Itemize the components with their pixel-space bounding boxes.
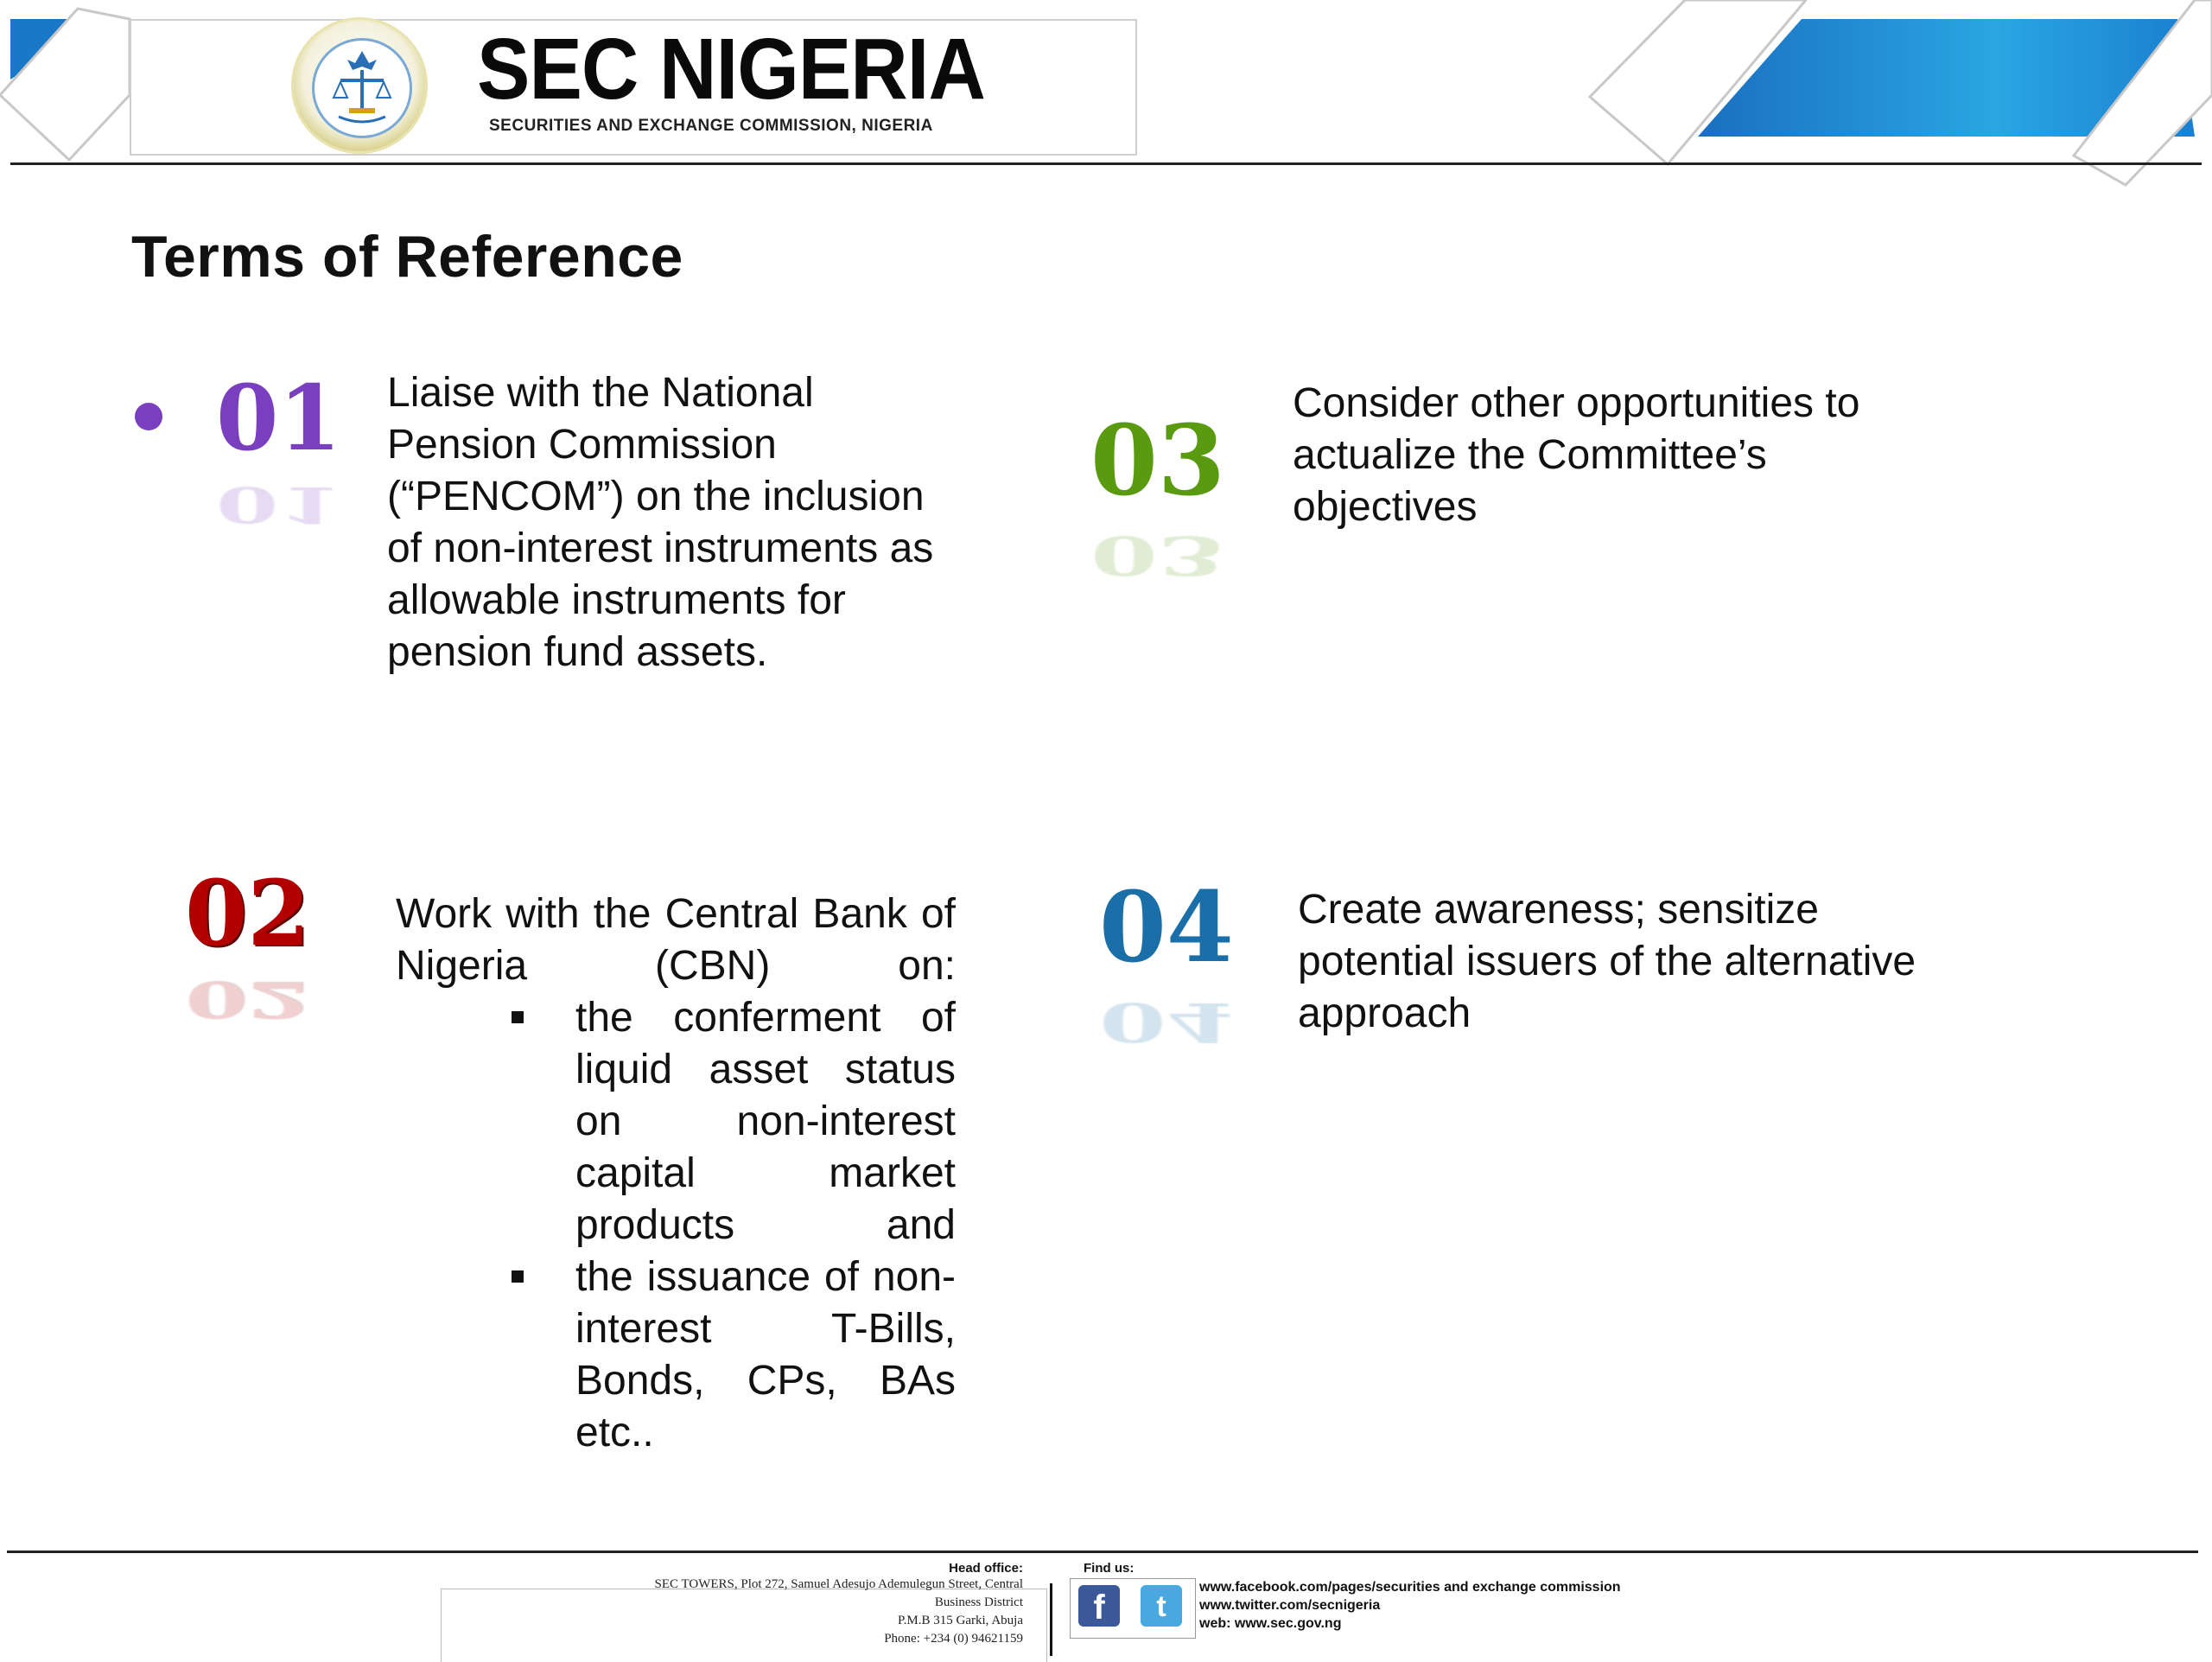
address-line-4: Phone: +234 (0) 94621159 (884, 1632, 1023, 1646)
eagle-scales-icon (315, 41, 410, 136)
square-bullet-icon (512, 1011, 524, 1023)
item-01-text: Liaise with the National Pension Commission (“PENCOM”) on the inclusion of non-interest instruments as allowable instruments for pension fund assets. (387, 370, 934, 675)
item-02-subitem-1: the conferment of liquid asset status on non-interest capital market products and (575, 992, 956, 1251)
address-line-2: Business District (934, 1595, 1023, 1609)
item-02-subitems (575, 992, 956, 1459)
brand-name: SEC NIGERIA (477, 21, 985, 118)
footer-divider (7, 1551, 2198, 1553)
item-02-number: 02 (185, 860, 310, 966)
brand-subtitle: SECURITIES AND EXCHANGE COMMISSION, NIGERIA (489, 117, 933, 135)
sec-seal-logo (291, 17, 428, 154)
facebook-icon[interactable]: f (1078, 1585, 1120, 1627)
address-line-3: P.M.B 315 Garki, Abuja (897, 1614, 1023, 1627)
twitter-link[interactable]: www.twitter.com/secnigeria (1199, 1598, 1381, 1613)
find-us-label: Find us: (1084, 1561, 1135, 1576)
item-03-number-reflection: 03 (1090, 524, 1225, 587)
item-04-number-block (1099, 871, 1234, 1070)
address-line-1: SEC TOWERS, Plot 272, Samuel Adesujo Ademulegun Street, Central (654, 1577, 1023, 1591)
twitter-icon[interactable]: t (1141, 1585, 1182, 1627)
item-02-subitem-2: the issuance of non-interest T-Bills, Bonds, CPs, BAs etc.. (575, 1251, 956, 1459)
facebook-link[interactable]: www.facebook.com/pages/securities and exchange commission (1199, 1580, 1621, 1595)
head-office-label: Head office: (949, 1561, 1023, 1576)
item-04-text: Create awareness; sensitize potential issuers of the alternative approach (1298, 887, 1916, 1036)
footer-address (518, 1561, 1023, 1648)
footer-links (1199, 1578, 1621, 1633)
item-02-number-reflection: 02 (185, 971, 310, 1030)
item-02-intro: Work with the Central Bank of Nigeria (CBN) on: (396, 891, 956, 989)
item-03-number: 03 (1090, 404, 1225, 518)
item-03-text: Consider other opportunities to actualize the Committee’s objectives (1293, 380, 1860, 530)
item-01-number-block (216, 365, 341, 550)
seal-emblem (312, 38, 412, 138)
item-01-number: 01 (216, 365, 341, 471)
item-02-number-block (185, 860, 310, 1045)
item-01-number-reflection: 01 (216, 475, 341, 535)
website-link[interactable]: web: www.sec.gov.ng (1199, 1616, 1342, 1631)
header-divider (10, 162, 2202, 165)
item-02-block (396, 888, 956, 1459)
slide-title: Terms of Reference (131, 224, 683, 290)
item-03-number-block (1090, 404, 1225, 603)
bullet-dot (135, 403, 162, 430)
square-bullet-icon (512, 1270, 524, 1283)
item-04-number: 04 (1099, 871, 1234, 984)
footer-vertical-divider (1050, 1583, 1052, 1656)
item-04-number-reflection: 04 (1099, 990, 1234, 1054)
